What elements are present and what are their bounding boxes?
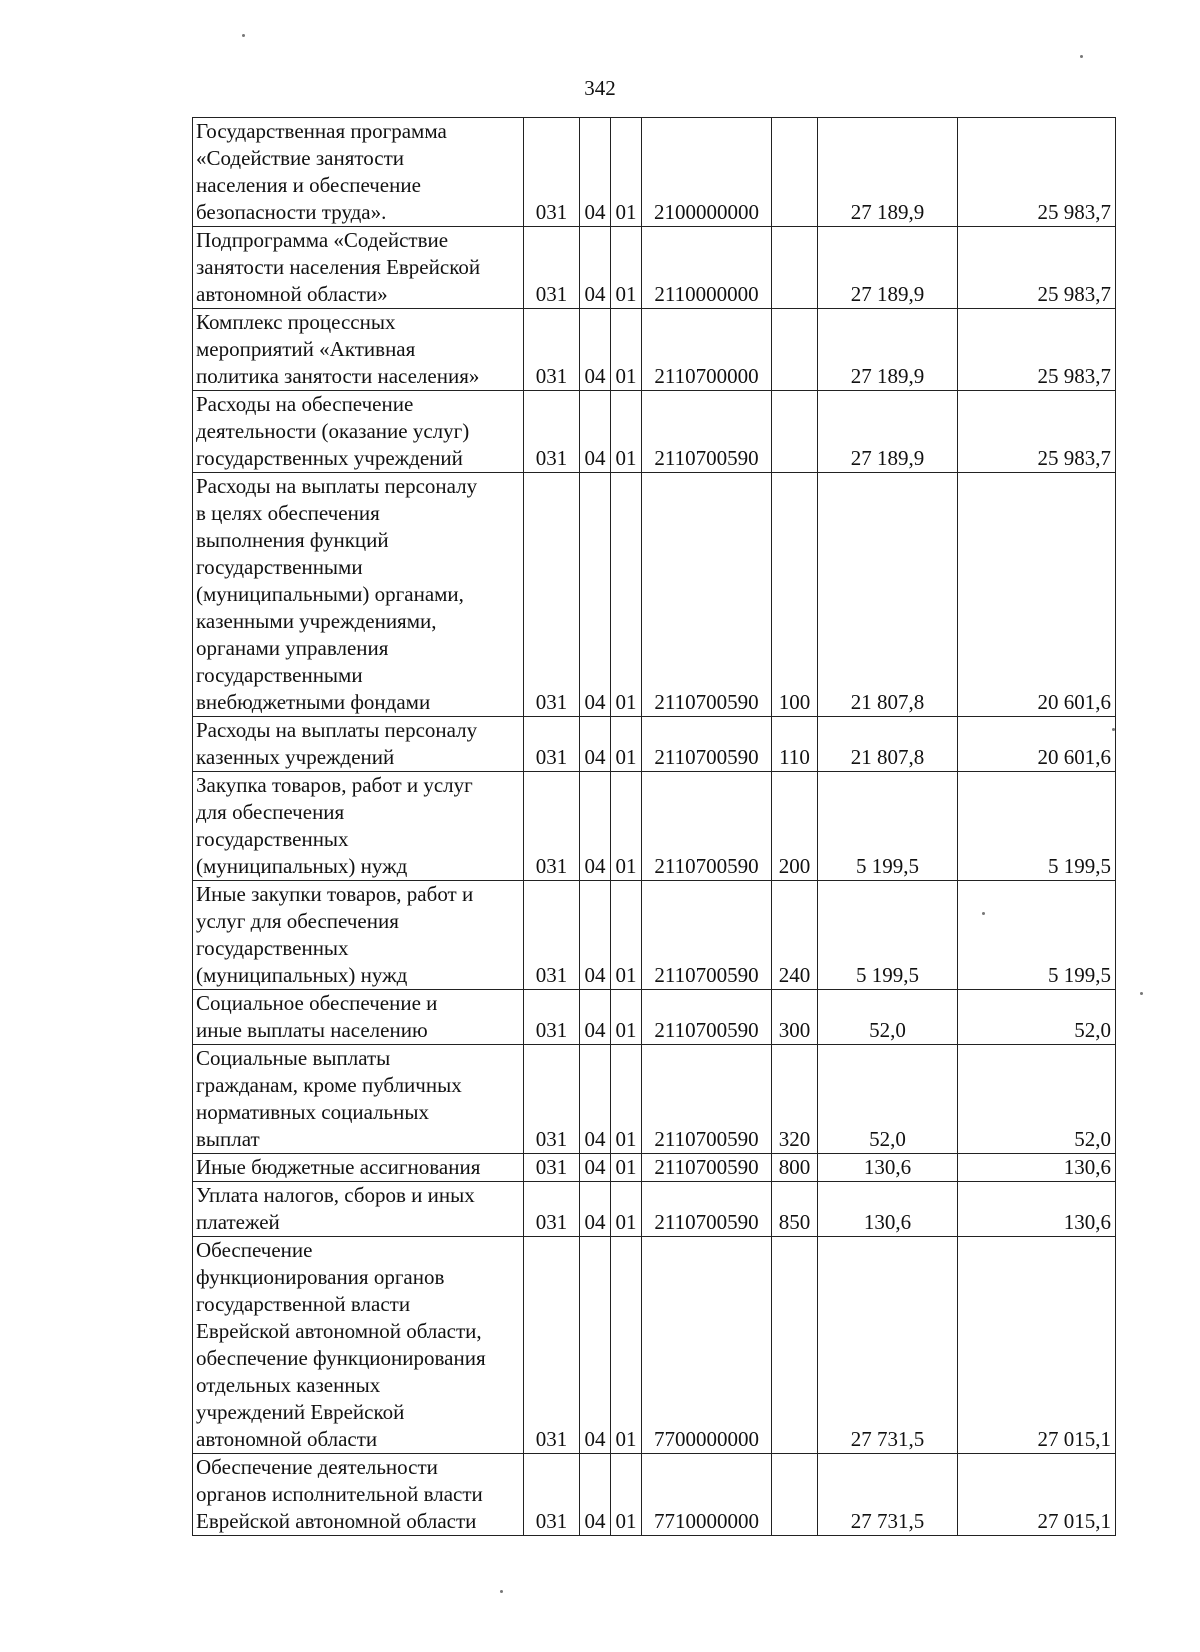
table-row xyxy=(193,990,1116,1045)
expense-type-cell xyxy=(772,227,818,309)
amount-year1-cell: 21 807,8 xyxy=(818,717,958,772)
expense-type-cell xyxy=(772,118,818,227)
section-code-cell: 04 xyxy=(580,118,611,227)
scan-speck xyxy=(982,912,985,915)
expense-type-cell: 800 xyxy=(772,1154,818,1182)
row-name-cell: Расходы на выплаты персоналу казенных учреждений xyxy=(193,717,524,772)
section-code-cell: 04 xyxy=(580,1454,611,1536)
expense-type-cell: 100 xyxy=(772,473,818,717)
row-name-cell: Иные закупки товаров, работ и услуг для обеспечения государственных (муниципальных) нужд xyxy=(193,881,524,990)
amount-year1-cell: 130,6 xyxy=(818,1182,958,1237)
section-code-cell: 04 xyxy=(580,772,611,881)
subsection-code-cell: 01 xyxy=(611,227,642,309)
scan-speck xyxy=(242,34,245,37)
amount-year1-cell: 52,0 xyxy=(818,1045,958,1154)
amount-year2-cell: 5 199,5 xyxy=(958,772,1116,881)
amount-year1-cell: 27 731,5 xyxy=(818,1454,958,1536)
amount-year2-cell: 130,6 xyxy=(958,1154,1116,1182)
ministry-code-cell: 031 xyxy=(524,1154,580,1182)
table-row xyxy=(193,1154,1116,1182)
ministry-code-cell: 031 xyxy=(524,990,580,1045)
target-code-cell: 2100000000 xyxy=(642,118,772,227)
table-row xyxy=(193,391,1116,473)
section-code-cell: 04 xyxy=(580,309,611,391)
expense-type-cell: 850 xyxy=(772,1182,818,1237)
target-code-cell: 2110700590 xyxy=(642,772,772,881)
section-code-cell: 04 xyxy=(580,717,611,772)
ministry-code-cell: 031 xyxy=(524,1182,580,1237)
amount-year2-cell: 25 983,7 xyxy=(958,309,1116,391)
budget-table xyxy=(192,117,1116,1536)
expense-type-cell xyxy=(772,309,818,391)
amount-year1-cell: 27 189,9 xyxy=(818,227,958,309)
expense-type-cell: 110 xyxy=(772,717,818,772)
table-row xyxy=(193,118,1116,227)
subsection-code-cell: 01 xyxy=(611,990,642,1045)
subsection-code-cell: 01 xyxy=(611,1154,642,1182)
target-code-cell: 2110700590 xyxy=(642,990,772,1045)
row-name-cell: Уплата налогов, сборов и иных платежей xyxy=(193,1182,524,1237)
subsection-code-cell: 01 xyxy=(611,1237,642,1454)
row-name-cell: Обеспечение деятельности органов исполнительной власти Еврейской автономной области xyxy=(193,1454,524,1536)
target-code-cell: 2110700590 xyxy=(642,1182,772,1237)
amount-year2-cell: 25 983,7 xyxy=(958,391,1116,473)
expense-type-cell xyxy=(772,1454,818,1536)
row-name-cell: Комплекс процессных мероприятий «Активная политика занятости населения» xyxy=(193,309,524,391)
subsection-code-cell: 01 xyxy=(611,881,642,990)
amount-year1-cell: 21 807,8 xyxy=(818,473,958,717)
subsection-code-cell: 01 xyxy=(611,717,642,772)
target-code-cell: 2110700590 xyxy=(642,881,772,990)
subsection-code-cell: 01 xyxy=(611,391,642,473)
ministry-code-cell: 031 xyxy=(524,1237,580,1454)
table-row xyxy=(193,1182,1116,1237)
ministry-code-cell: 031 xyxy=(524,881,580,990)
target-code-cell: 2110700590 xyxy=(642,717,772,772)
amount-year1-cell: 5 199,5 xyxy=(818,881,958,990)
target-code-cell: 2110000000 xyxy=(642,227,772,309)
row-name-cell: Социальное обеспечение и иные выплаты населению xyxy=(193,990,524,1045)
expense-type-cell: 240 xyxy=(772,881,818,990)
section-code-cell: 04 xyxy=(580,1237,611,1454)
amount-year2-cell: 27 015,1 xyxy=(958,1237,1116,1454)
expense-type-cell: 200 xyxy=(772,772,818,881)
row-name-cell: Расходы на обеспечение деятельности (оказание услуг) государственных учреждений xyxy=(193,391,524,473)
expense-type-cell xyxy=(772,1237,818,1454)
subsection-code-cell: 01 xyxy=(611,309,642,391)
section-code-cell: 04 xyxy=(580,391,611,473)
subsection-code-cell: 01 xyxy=(611,1182,642,1237)
table-row xyxy=(193,717,1116,772)
table-row xyxy=(193,1045,1116,1154)
amount-year2-cell: 20 601,6 xyxy=(958,717,1116,772)
expense-type-cell: 320 xyxy=(772,1045,818,1154)
section-code-cell: 04 xyxy=(580,990,611,1045)
target-code-cell: 2110700590 xyxy=(642,1154,772,1182)
section-code-cell: 04 xyxy=(580,881,611,990)
ministry-code-cell: 031 xyxy=(524,227,580,309)
amount-year2-cell: 27 015,1 xyxy=(958,1454,1116,1536)
amount-year1-cell: 27 189,9 xyxy=(818,309,958,391)
table-row xyxy=(193,772,1116,881)
scan-speck xyxy=(1112,728,1115,731)
subsection-code-cell: 01 xyxy=(611,1045,642,1154)
amount-year1-cell: 27 189,9 xyxy=(818,391,958,473)
section-code-cell: 04 xyxy=(580,473,611,717)
table-row xyxy=(193,473,1116,717)
row-name-cell: Социальные выплаты гражданам, кроме публичных нормативных социальных выплат xyxy=(193,1045,524,1154)
row-name-cell: Закупка товаров, работ и услуг для обеспечения государственных (муниципальных) нужд xyxy=(193,772,524,881)
section-code-cell: 04 xyxy=(580,1154,611,1182)
table-row xyxy=(193,1454,1116,1536)
subsection-code-cell: 01 xyxy=(611,1454,642,1536)
amount-year2-cell: 5 199,5 xyxy=(958,881,1116,990)
ministry-code-cell: 031 xyxy=(524,1045,580,1154)
amount-year1-cell: 52,0 xyxy=(818,990,958,1045)
scan-speck xyxy=(1080,55,1083,58)
amount-year2-cell: 25 983,7 xyxy=(958,118,1116,227)
row-name-cell: Расходы на выплаты персоналу в целях обеспечения выполнения функций государственными (муниципальными) органами, казенными учреждениями, органами управления государственными внебюджетными фондами xyxy=(193,473,524,717)
subsection-code-cell: 01 xyxy=(611,473,642,717)
page-number: 342 xyxy=(584,76,616,100)
ministry-code-cell: 031 xyxy=(524,772,580,881)
amount-year1-cell: 27 731,5 xyxy=(818,1237,958,1454)
ministry-code-cell: 031 xyxy=(524,391,580,473)
ministry-code-cell: 031 xyxy=(524,118,580,227)
ministry-code-cell: 031 xyxy=(524,309,580,391)
section-code-cell: 04 xyxy=(580,227,611,309)
expense-type-cell: 300 xyxy=(772,990,818,1045)
row-name-cell: Обеспечение функционирования органов государственной власти Еврейской автономной области, обеспечение функционирования отдельных казенных учреждений Еврейской автономной области xyxy=(193,1237,524,1454)
target-code-cell: 2110700000 xyxy=(642,309,772,391)
target-code-cell: 7700000000 xyxy=(642,1237,772,1454)
target-code-cell: 2110700590 xyxy=(642,391,772,473)
target-code-cell: 7710000000 xyxy=(642,1454,772,1536)
scan-speck xyxy=(1140,992,1143,995)
subsection-code-cell: 01 xyxy=(611,118,642,227)
section-code-cell: 04 xyxy=(580,1182,611,1237)
row-name-cell: Подпрограмма «Содействие занятости населения Еврейской автономной области» xyxy=(193,227,524,309)
amount-year2-cell: 25 983,7 xyxy=(958,227,1116,309)
row-name-cell: Государственная программа «Содействие занятости населения и обеспечение безопасности труда». xyxy=(193,118,524,227)
table-row xyxy=(193,1237,1116,1454)
table-row xyxy=(193,881,1116,990)
row-name-cell: Иные бюджетные ассигнования xyxy=(193,1154,524,1182)
amount-year2-cell: 52,0 xyxy=(958,990,1116,1045)
expense-type-cell xyxy=(772,391,818,473)
table-row xyxy=(193,227,1116,309)
target-code-cell: 2110700590 xyxy=(642,473,772,717)
target-code-cell: 2110700590 xyxy=(642,1045,772,1154)
subsection-code-cell: 01 xyxy=(611,772,642,881)
table-row xyxy=(193,309,1116,391)
amount-year1-cell: 130,6 xyxy=(818,1154,958,1182)
amount-year1-cell: 27 189,9 xyxy=(818,118,958,227)
amount-year2-cell: 130,6 xyxy=(958,1182,1116,1237)
section-code-cell: 04 xyxy=(580,1045,611,1154)
amount-year2-cell: 20 601,6 xyxy=(958,473,1116,717)
ministry-code-cell: 031 xyxy=(524,473,580,717)
scan-speck xyxy=(500,1590,503,1593)
amount-year2-cell: 52,0 xyxy=(958,1045,1116,1154)
ministry-code-cell: 031 xyxy=(524,717,580,772)
ministry-code-cell: 031 xyxy=(524,1454,580,1536)
amount-year1-cell: 5 199,5 xyxy=(818,772,958,881)
